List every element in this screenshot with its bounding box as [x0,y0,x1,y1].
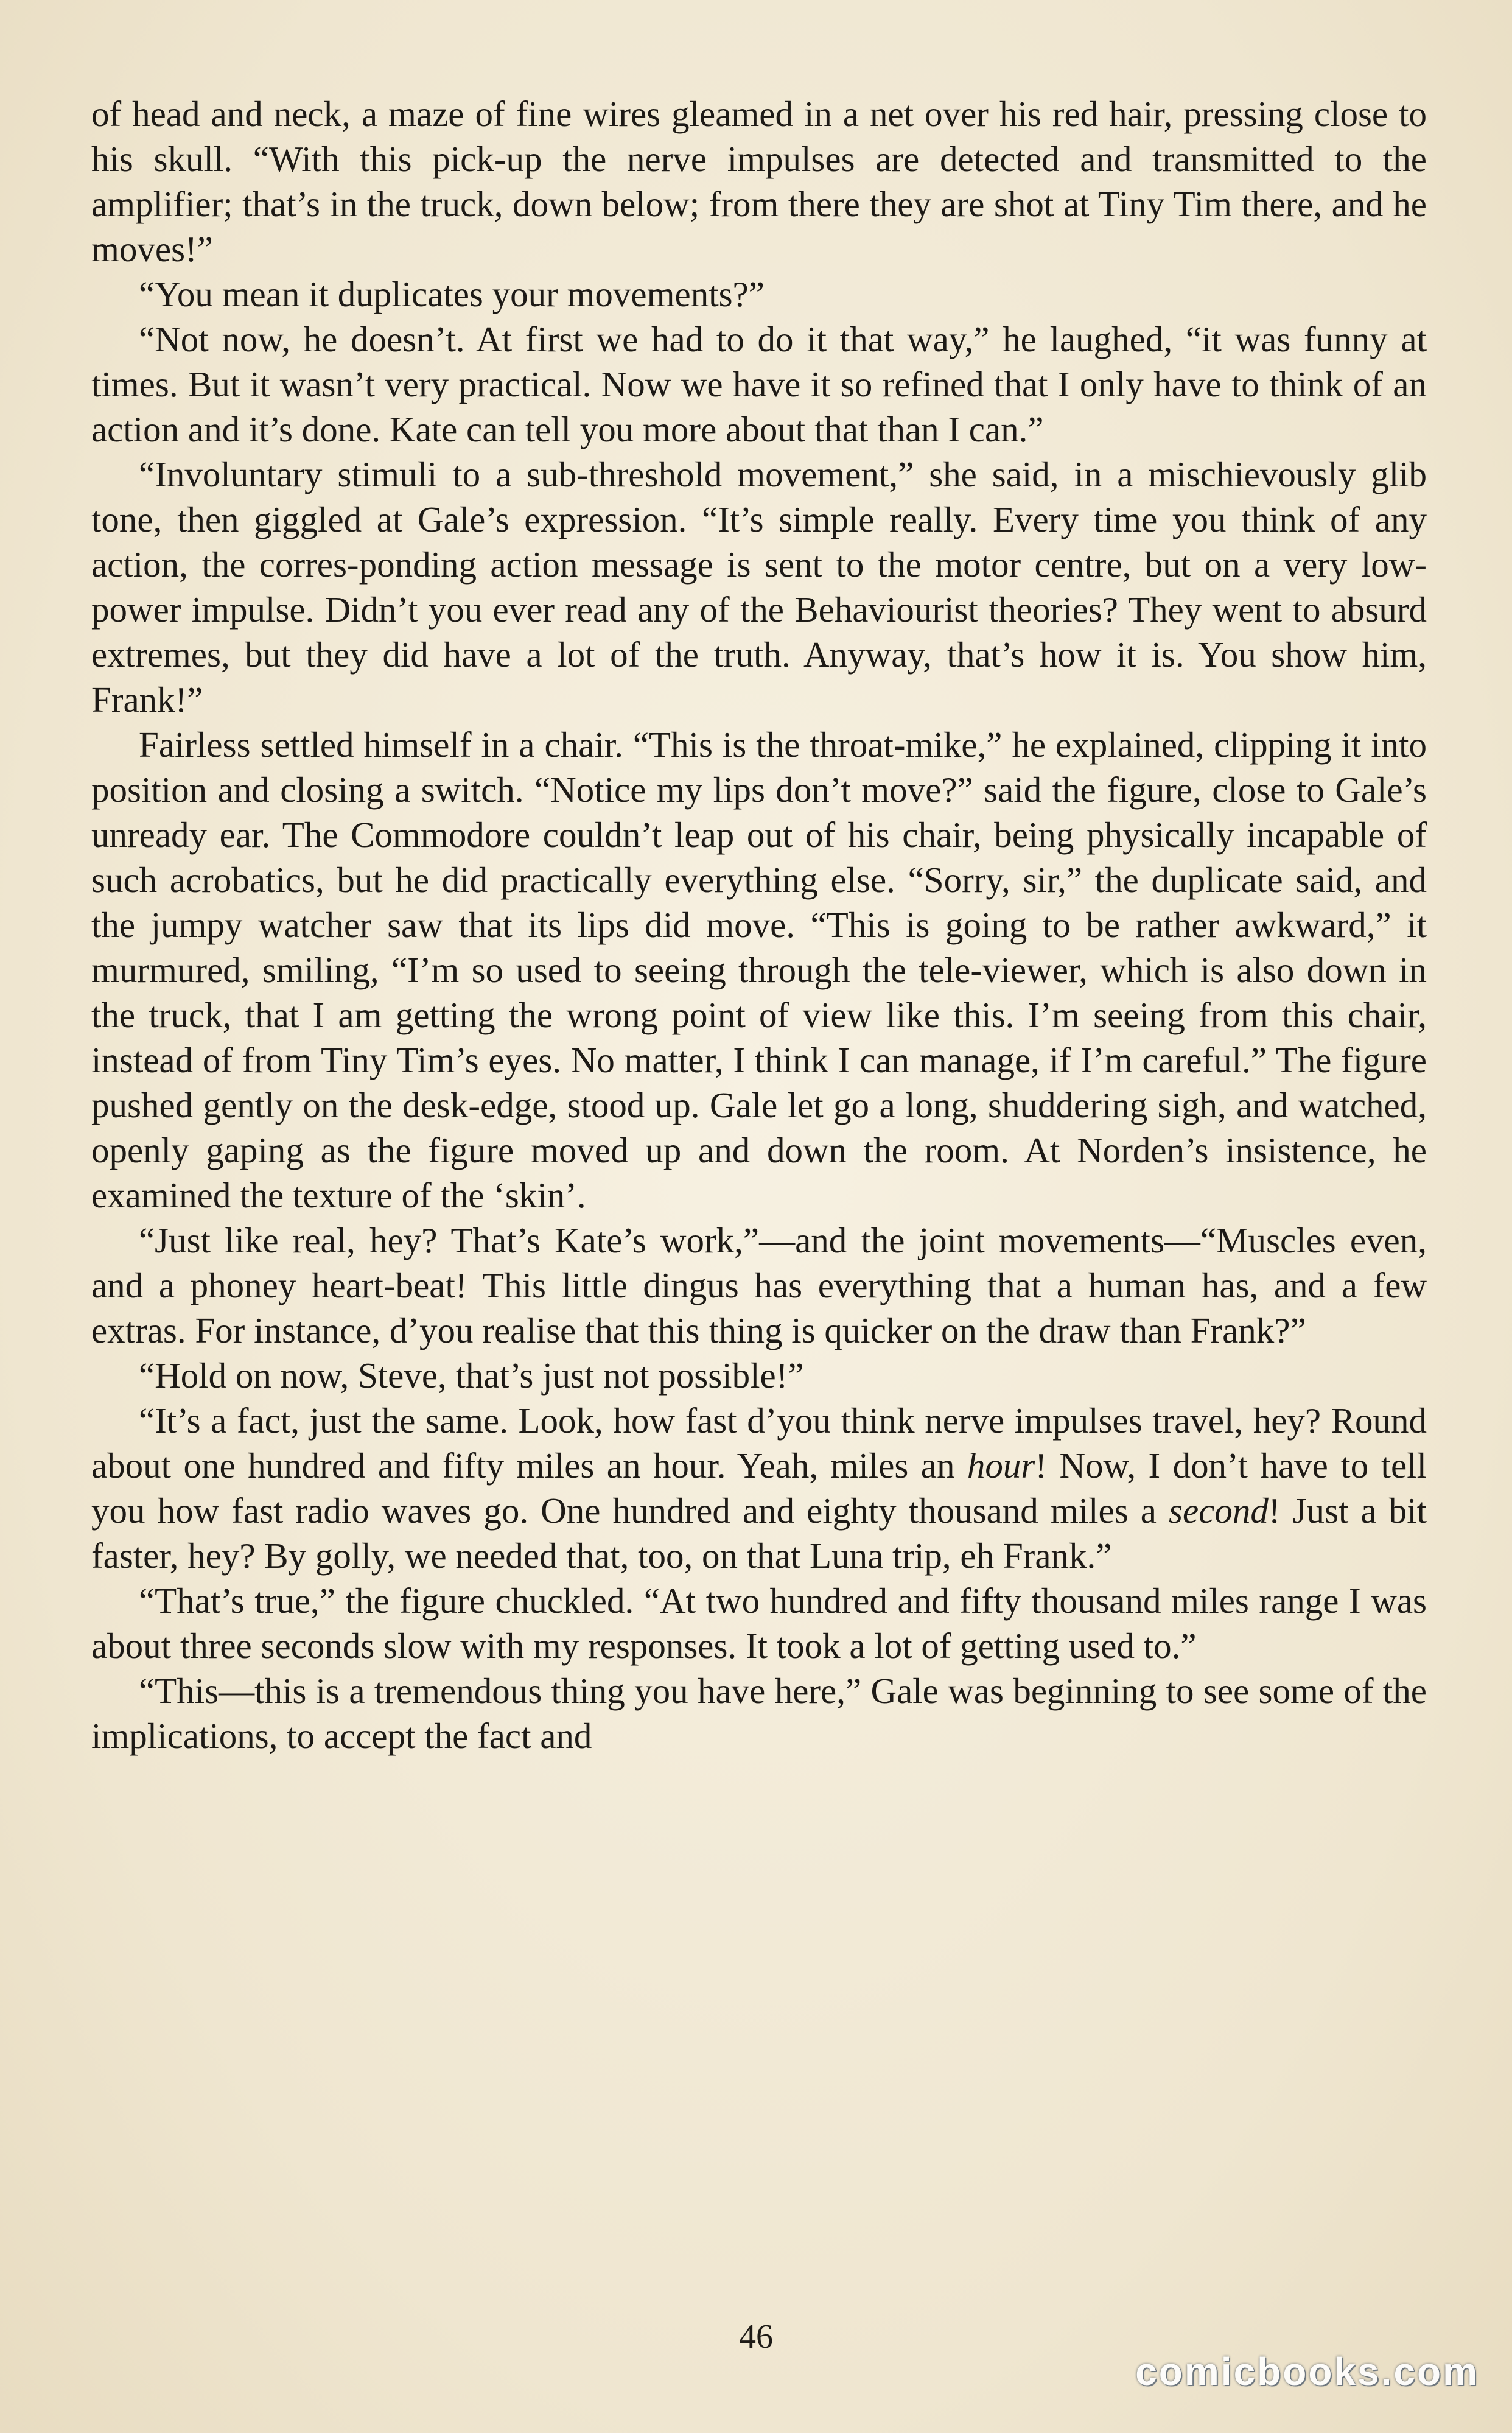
paragraph-8-part-c: ! Now, I don’t have to tell you how fast radio waves go. One hundred and eighty thousand miles a [91,1445,1427,1531]
body-text [91,91,1427,1758]
paragraph-3: “Not now, he doesn’t. At first we had to do it that way,” he laughed, “it was funny at times. But it wasn’t very practical. Now we have it so refined that I only have to think of an action and it’s done. Kate can tell you more about that than I can.” [91,319,1427,449]
paragraph-8-part-a: “It’s a fact, just the same. Look, how fast d’you think nerve impulses travel, hey? Round about one hundred and fifty miles an hour. Yeah, miles an [91,1400,1427,1486]
paragraph-8 [91,1398,1427,1578]
paragraph-6: “Just like real, hey? That’s Kate’s work,”—and the joint movements—“Muscles even, and a phoney heart-beat! This little dingus has everything that a human has, and a few extras. For instance, d’you realise that this thing is quicker on the draw than Frank?” [91,1220,1427,1350]
paragraph-1: of head and neck, a maze of fine wires gleamed in a net over his red hair, pressing close to his skull. “With this pick-up the nerve impulses are detected and transmitted to the amplifier; that’s in the truck, down below; from there they are shot at Tiny Tim there, and he moves!” [91,94,1427,269]
emphasis-hour: hour [967,1445,1035,1486]
paragraph-10: “This—this is a tremendous thing you have here,” Gale was beginning to see some of the implications, to accept the fact and [91,1671,1427,1756]
emphasis-second: second [1169,1490,1269,1531]
paragraph-2: “You mean it duplicates your movements?” [139,274,765,314]
page-number: 46 [739,2318,773,2356]
paragraph-7: “Hold on now, Steve, that’s just not possible!” [139,1355,804,1396]
watermark: comicbooks.com [1135,2350,1479,2393]
paragraph-5: Fairless settled himself in a chair. “This is the throat-mike,” he explained, clipping it into position and closing a switch. “Notice my lips don’t move?” said the figure, close to Gale’s unready ear. The Commodore couldn’t leap out of his chair, being physically incapable of such acrobatics, but he did practically everything else. “Sorry, sir,” the duplicate said, and the jumpy watcher saw that its lips did move. “This is going to be rather awkward,” it murmured, smiling, “I’m so used to seeing through the tele-viewer, which is also down in the truck, that I am getting the wrong point of view like this. I’m seeing from this chair, instead of from Tiny Tim’s eyes. No matter, I think I can manage, if I’m careful.” The figure pushed gently on the desk-edge, stood up. Gale let go a long, shuddering sigh, and watched, openly gaping as the figure moved up and down the room. At Norden’s insistence, he examined the texture of the ‘skin’. [91,725,1427,1215]
paragraph-4: “Involuntary stimuli to a sub-threshold movement,” she said, in a mischievously glib tone, then giggled at Gale’s expression. “It’s simple really. Every time you think of any action, the corres-ponding action message is sent to the motor centre, but on a very low-power impulse. Didn’t you ever read any of the Behaviourist theories? They went to absurd extremes, but they did have a lot of the truth. Anyway, that’s how it is. You show him, Frank!” [91,454,1427,720]
paragraph-9: “That’s true,” the figure chuckled. “At two hundred and fifty thousand miles range I was about three seconds slow with my responses. It took a lot of getting used to.” [91,1581,1427,1666]
paragraph-8-part-e: ! Just a bit faster, hey? By golly, we needed that, too, on that Luna trip, eh Frank.” [91,1490,1427,1576]
